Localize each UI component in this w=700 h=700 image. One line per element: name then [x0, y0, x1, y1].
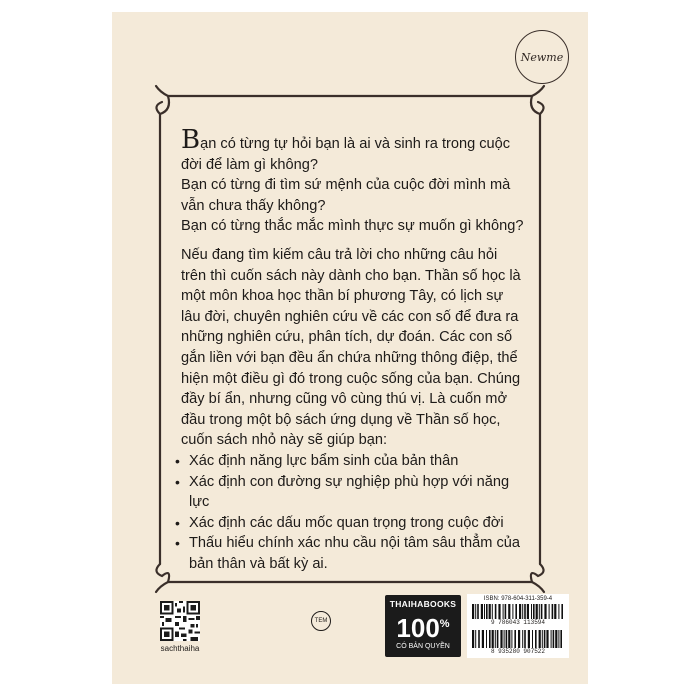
isbn-barcode-icon	[470, 604, 566, 619]
percent-number: 100	[396, 613, 440, 643]
newme-logo	[515, 30, 569, 84]
intro-line-1	[181, 125, 526, 175]
list-item	[175, 451, 526, 472]
bullet-icon: •	[175, 473, 180, 490]
tem-text: TEM	[314, 618, 328, 624]
bullet-icon: •	[175, 452, 180, 469]
rights-label: CÓ BẢN QUYỀN	[396, 643, 450, 650]
qr-label: sachthaiha	[160, 644, 200, 653]
list-item-text: Thấu hiểu chính xác nhu cầu nội tâm sâu thẳm của bản thân và bất kỳ ai.	[189, 535, 520, 572]
ean-barcode-icon	[470, 630, 566, 648]
isbn-text: ISBN: 978-604-311-359-4	[483, 596, 553, 602]
benefits-list	[175, 451, 526, 575]
percent-sign: %	[439, 618, 450, 630]
isbn-barcode-number: 9 786043 113594	[490, 619, 545, 626]
copyright-badge	[385, 595, 461, 657]
description-paragraph: Nếu đang tìm kiếm câu trả lời cho những câu hỏi trên thì cuốn sách này dành cho bạn. Thần số học là một môn khoa học thần bí phương Tây, có lịch sự lâu đời, chuyên nghiên cứu về các con số để đưa ra những nghiên cứu, phân tích, dự đoán. Các con số gắn liền với bạn đều ẩn chứa những thông điệp, thể hiện một điều gì đó trong cuộc sống của bạn. Chúng đầy bí ẩn, nhưng cũng vô cùng thú vị. Là cuốn mở đầu trong một bộ sách ứng dụng về Thần số học, cuốn sách nhỏ này sẽ giúp bạn:	[181, 246, 521, 449]
drop-cap: B	[181, 125, 201, 155]
intro-line-1-text: ạn có từng tự hỏi bạn là ai và sinh ra trong cuộc đời để làm gì không?	[181, 136, 511, 173]
list-item	[175, 472, 526, 513]
percent-value	[385, 611, 461, 641]
qr-code-icon	[160, 601, 200, 641]
intro-questions	[181, 125, 526, 237]
list-item	[175, 533, 526, 574]
publisher-brand: THAIHABOOKS	[389, 599, 457, 609]
list-item-text: Xác định các dấu mốc quan trọng trong cuộc đời	[189, 514, 504, 531]
bullet-icon: •	[175, 535, 180, 552]
intro-line-3: Bạn có từng thắc mắc mình thực sự muốn gì không?	[181, 218, 524, 235]
intro-line-2: Bạn có từng đi tìm sứ mệnh của cuộc đời mình mà vẫn chưa thấy không?	[181, 177, 511, 214]
back-cover-text	[175, 125, 526, 574]
tem-stamp-icon	[311, 611, 331, 631]
bullet-icon: •	[175, 514, 180, 531]
ean-barcode-number: 8 935280 907522	[490, 648, 545, 655]
list-item-text: Xác định con đường sự nghiệp phù hợp với năng lực	[189, 473, 510, 511]
list-item-text: Xác định năng lực bẩm sinh của bản thân	[189, 452, 459, 469]
logo-text: Newme	[520, 50, 564, 64]
list-item	[175, 513, 526, 534]
barcode-panel	[467, 594, 569, 658]
